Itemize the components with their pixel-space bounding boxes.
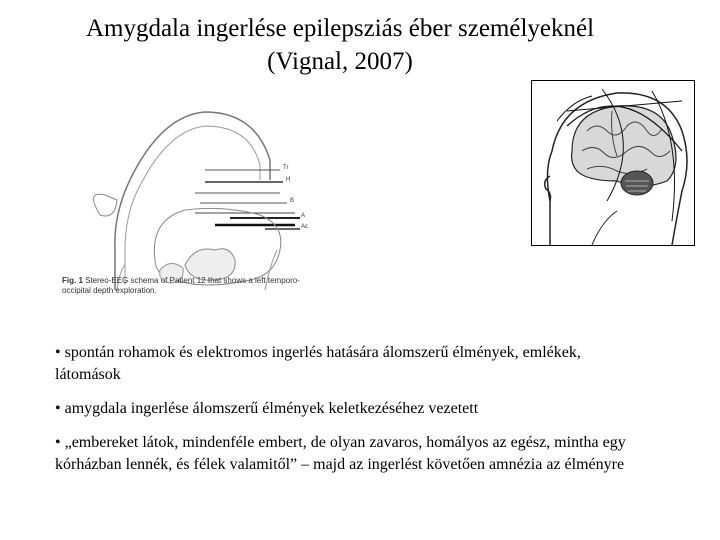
electrode-label: Tr — [283, 165, 289, 171]
bullet-item: • spontán rohamok és elektromos ingerlés hatására álomszerű élmények, emlékek, látomások — [55, 344, 581, 383]
slide-title — [0, 12, 680, 78]
caption-text: Stereo-EEG schema of Patient 12 that shows a left temporo-occipital depth exploration. — [62, 276, 300, 295]
electrode-label: H — [286, 177, 291, 183]
bullet-list — [55, 342, 635, 488]
title-line-2: (Vignal, 2007) — [267, 48, 413, 75]
stereo-eeg-schema-figure — [55, 100, 309, 300]
electrode-label: A — [301, 213, 306, 219]
caption-prefix: Fig. 1 — [62, 276, 83, 285]
bullet-item: • amygdala ingerlése álomszerű élmények keletkezéséhez vezetett — [55, 400, 479, 417]
title-line-1: Amygdala ingerlése epilepsziás éber személyeknél — [85, 15, 595, 42]
bullet-item: • „embereket látok, mindenféle embert, de olyan zavaros, homályos az egész, mintha egy kórházban lennék, és félek valamitől” – majd az ingerlést követően amnézia az élményre — [55, 434, 626, 473]
electrode-label: Ac — [301, 224, 309, 230]
figure-caption — [62, 276, 302, 296]
electrode-label: B — [290, 198, 295, 204]
brain-profile-figure — [531, 80, 695, 246]
